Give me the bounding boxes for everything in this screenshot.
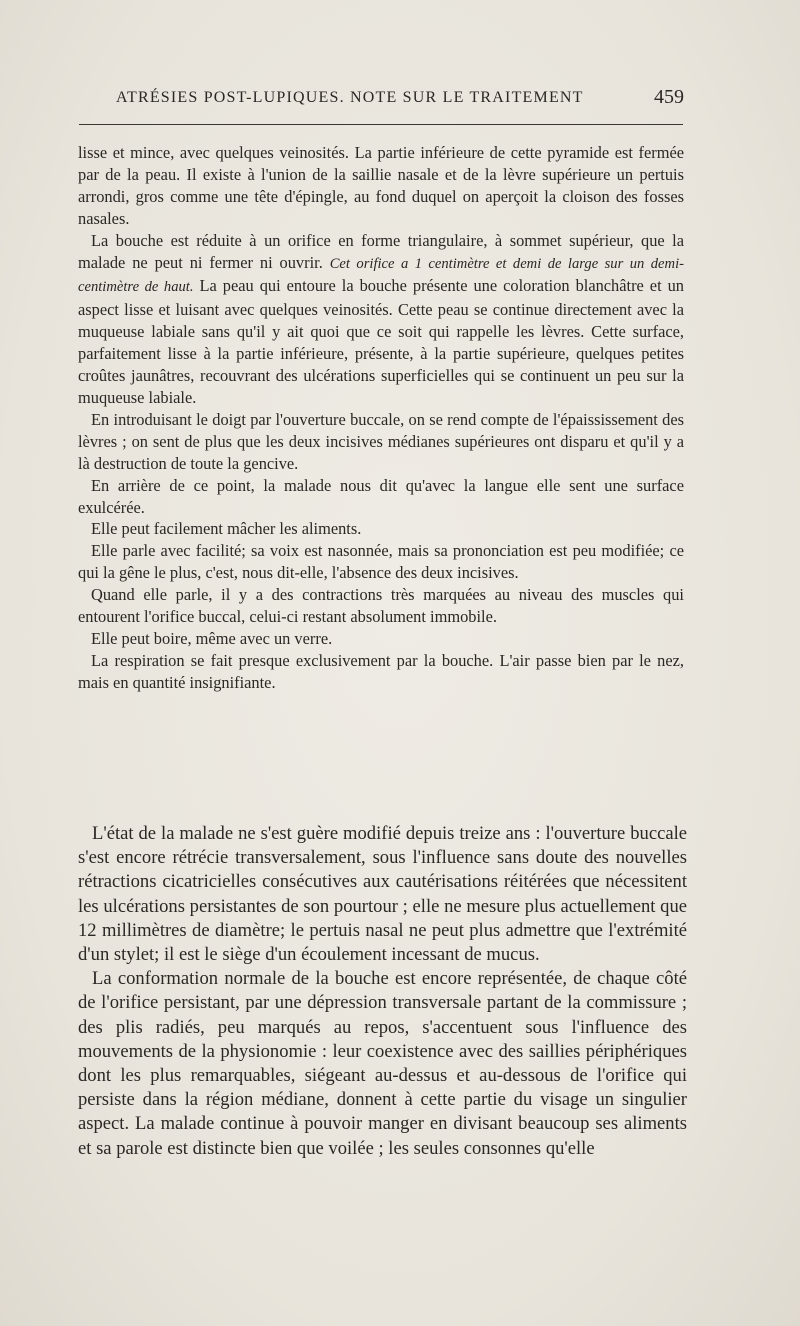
running-head: ATRÉSIES POST-LUPIQUES. NOTE SUR LE TRAITEMENT	[116, 89, 584, 106]
header-rule	[79, 124, 683, 125]
paragraph: Quand elle parle, il y a des contractions très marquées au niveau des muscles qui entourent l'orifice buccal, celui-ci restant absolument immobile.	[78, 585, 684, 627]
paragraph: Elle peut facilement mâcher les aliments.	[91, 519, 362, 539]
paragraph: La conformation normale de la bouche est encore représentée, de chaque côté de l'orifice persistant, par une dépression transversale partant de la commissure ; des plis radiés, peu marqués au repos, s'accentuent sous l'influence des mouvements de la physionomie : leur coexistence avec des saillies périphériques dont les plus remarquables, siégeant au-dessus et au-dessous de l'orifice qui persiste dans la région médiane, donnent à cette partie du visage un singulier aspect. La malade continue à pouvoir manger en divisant beaucoup ses aliments et sa parole est distincte bien que voilée ; les seules consonnes qu'elle	[78, 968, 687, 1159]
paragraph	[78, 230, 684, 409]
italic-measurement: Cet orifice a 1 centimètre et demi de large sur un demi-centimètre de haut.	[78, 255, 684, 296]
text-run: La bouche est réduite à un orifice en forme triangulaire, à sommet supérieur, que la malade ne peut ni fermer ni ouvrir.	[78, 230, 684, 272]
paragraph: L'état de la malade ne s'est guère modifié depuis treize ans : l'ouverture buccale s'est encore rétrécie transversalement, sous l'influence sans doute des nouvelles rétractions cicatricielles consécutives aux cautérisations réitérées que nécessitent les ulcérations persistantes de son pourtour ; elle ne mesure plus actuellement que 12 millimètres de diamètre; le pertuis nasal ne peut plus admettre que l'extrémité d'un stylet; il est le siège d'un écoulement incessant de mucus.	[78, 823, 687, 966]
main-text	[78, 822, 687, 1161]
paragraph: En arrière de ce point, la malade nous dit qu'avec la langue elle sent une surface exulcérée.	[78, 475, 684, 517]
paragraph: En introduisant le doigt par l'ouverture buccale, on se rend compte de l'épaississement des lèvres ; on sent de plus que les deux incisives médianes supérieures ont disparu et qu'il y a là destruction de toute la gencive.	[78, 409, 684, 473]
page-header	[82, 86, 684, 112]
paragraph: lisse et mince, avec quelques veinosités. La partie inférieure de cette pyramide est fermée par de la peau. Il existe à l'union de la saillie nasale et de la lèvre supérieure un pertuis arrondi, gros comme une tête d'épingle, au fond duquel on aperçoit la cloison des fosses nasales.	[78, 143, 684, 228]
paragraph: Elle peut boire, même avec un verre.	[91, 628, 333, 648]
case-report-text	[78, 142, 684, 694]
page-number: 459	[654, 86, 684, 108]
paragraph: La respiration se fait presque exclusivement par la bouche. L'air passe bien par le nez, mais en quantité insignifiante.	[78, 650, 684, 692]
text-run: La peau qui entoure la bouche présente une coloration blanchâtre et un aspect lisse et luisant avec quelques veinosités. Cette peau se continue directement avec la muqueuse labiale sans qu'il y ait quoi que ce soit qui rappelle les lèvres. Cette surface, parfaitement lisse à la partie inférieure, présente, à la partie supérieure, quelques petites croûtes jaunâtres, recouvrant des ulcérations superficielles qui se continuent un peu sur la muqueuse labiale.	[78, 276, 685, 407]
paragraph: Elle parle avec facilité; sa voix est nasonnée, mais sa prononciation est peu modifiée; ce qui la gêne le plus, c'est, nous dit-elle, l'absence des deux incisives.	[78, 541, 684, 583]
